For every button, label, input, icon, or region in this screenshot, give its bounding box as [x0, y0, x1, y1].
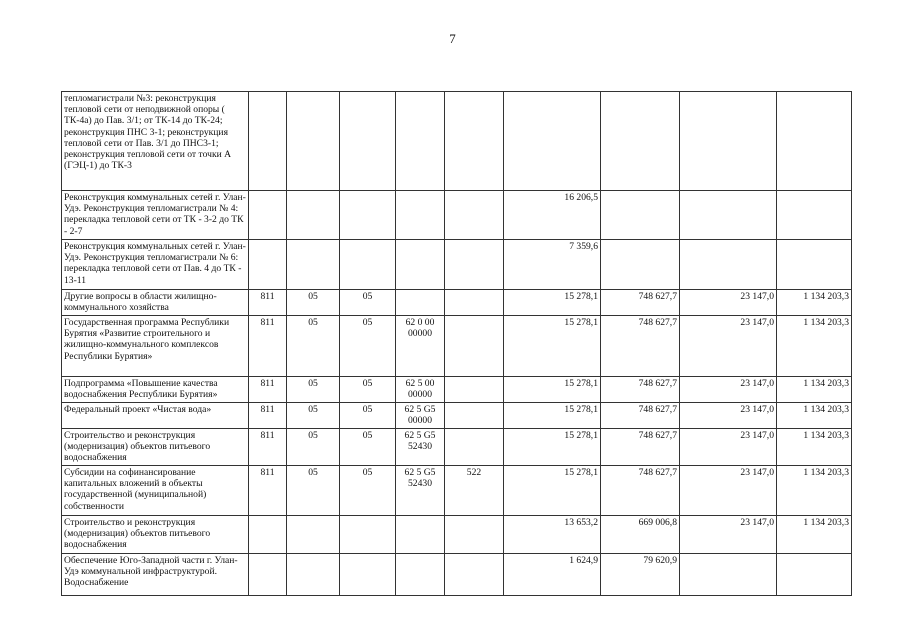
subsection-cell: 05 — [340, 290, 396, 316]
row-name-cell: Строительство и реконструкция (модернизация) объектов питьевого водоснабжения — [62, 516, 249, 554]
table-row — [62, 191, 852, 240]
section-cell — [287, 191, 340, 240]
target-article-direction: 52430 — [408, 478, 432, 490]
expense-type-cell — [445, 316, 504, 377]
table-row — [62, 429, 852, 466]
table-row — [62, 240, 852, 290]
section-cell — [287, 554, 340, 596]
grbs-cell: 811 — [249, 466, 287, 516]
target-article-cell — [396, 403, 445, 429]
amount-cell-1: 1 624,9 — [504, 554, 601, 596]
amount-cell-1 — [504, 92, 601, 191]
amount-cell-4: 1 134 203,3 — [777, 516, 852, 554]
row-name-cell: Государственная программа Республики Бурятия «Развитие строительного и жилищно-коммунального комплексов Республики Бурятия» — [62, 316, 249, 377]
grbs-cell: 811 — [249, 403, 287, 429]
amount-cell-3 — [680, 191, 777, 240]
target-article-direction: 00000 — [408, 328, 432, 340]
amount-cell-2: 79 620,9 — [601, 554, 680, 596]
section-cell: 05 — [287, 466, 340, 516]
target-article-cell — [396, 92, 445, 191]
grbs-cell: 811 — [249, 316, 287, 377]
target-article-cell — [396, 377, 445, 403]
grbs-cell — [249, 191, 287, 240]
subsection-cell — [340, 191, 396, 240]
amount-cell-3: 23 147,0 — [680, 377, 777, 403]
amount-cell-1: 15 278,1 — [504, 466, 601, 516]
amount-cell-2: 748 627,7 — [601, 316, 680, 377]
expense-type-cell — [445, 403, 504, 429]
target-article-cell — [396, 191, 445, 240]
grbs-cell: 811 — [249, 429, 287, 466]
amount-cell-4 — [777, 554, 852, 596]
subsection-cell — [340, 92, 396, 191]
target-article-direction: 00000 — [408, 415, 432, 427]
amount-cell-2 — [601, 191, 680, 240]
table-row — [62, 554, 852, 596]
subsection-cell — [340, 516, 396, 554]
subsection-cell: 05 — [340, 429, 396, 466]
amount-cell-2: 748 627,7 — [601, 429, 680, 466]
expense-type-cell — [445, 516, 504, 554]
row-name-cell: Другие вопросы в области жилищно-коммунального хозяйства — [62, 290, 249, 316]
section-cell: 05 — [287, 290, 340, 316]
amount-cell-2: 748 627,7 — [601, 290, 680, 316]
row-name-cell: Федеральный проект «Чистая вода» — [62, 403, 249, 429]
grbs-cell — [249, 240, 287, 290]
amount-cell-4: 1 134 203,3 — [777, 466, 852, 516]
amount-cell-3: 23 147,0 — [680, 466, 777, 516]
amount-cell-3: 23 147,0 — [680, 516, 777, 554]
amount-cell-4: 1 134 203,3 — [777, 377, 852, 403]
amount-cell-1: 15 278,1 — [504, 403, 601, 429]
section-cell: 05 — [287, 429, 340, 466]
amount-cell-4: 1 134 203,3 — [777, 403, 852, 429]
expense-type-cell — [445, 554, 504, 596]
row-name-cell: тепломагистрали №3: реконструкция тепловой сети от неподвижной опоры ( ТК-4а) до Пав. 3/1; от ТК-14 до ТК-24; реконструкция ПНС 3-1; реконструкция тепловой сети от Пав. 3/1 до ПНС3-1; реконструкция тепловой сети от точки А (ГЭЦ-1) до ТК-3 — [62, 92, 249, 191]
grbs-cell — [249, 92, 287, 191]
grbs-cell: 811 — [249, 290, 287, 316]
subsection-cell — [340, 554, 396, 596]
table-row — [62, 516, 852, 554]
budget-table — [61, 91, 852, 596]
amount-cell-2: 748 627,7 — [601, 403, 680, 429]
amount-cell-4 — [777, 191, 852, 240]
amount-cell-1: 15 278,1 — [504, 377, 601, 403]
amount-cell-1: 7 359,6 — [504, 240, 601, 290]
expense-type-cell — [445, 240, 504, 290]
amount-cell-4 — [777, 92, 852, 191]
section-cell — [287, 92, 340, 191]
amount-cell-3 — [680, 240, 777, 290]
table-row — [62, 377, 852, 403]
amount-cell-2: 748 627,7 — [601, 466, 680, 516]
row-name-cell: Строительство и реконструкция (модернизация) объектов питьевого водоснабжения — [62, 429, 249, 466]
amount-cell-2: 669 006,8 — [601, 516, 680, 554]
row-name-cell: Реконструкция коммунальных сетей г. Улан-Удэ. Реконструкция тепломагистрали № 6: перекладка тепловой сети от Пав. 4 до ТК - 13-11 — [62, 240, 249, 290]
target-article-direction: 52430 — [408, 441, 432, 453]
expense-type-cell — [445, 191, 504, 240]
amount-cell-2 — [601, 240, 680, 290]
target-article-cell — [396, 240, 445, 290]
target-article-direction: 00000 — [408, 389, 432, 401]
target-article-cell — [396, 290, 445, 316]
target-article-cell — [396, 516, 445, 554]
amount-cell-1: 13 653,2 — [504, 516, 601, 554]
grbs-cell — [249, 516, 287, 554]
page-number: 7 — [449, 31, 456, 46]
amount-cell-2: 748 627,7 — [601, 377, 680, 403]
subsection-cell — [340, 240, 396, 290]
amount-cell-1: 15 278,1 — [504, 316, 601, 377]
amount-cell-3 — [680, 92, 777, 191]
amount-cell-3: 23 147,0 — [680, 429, 777, 466]
amount-cell-3: 23 147,0 — [680, 290, 777, 316]
target-article-program: 62 5 G5 — [404, 430, 436, 441]
target-article-program: 62 5 00 — [405, 378, 435, 389]
amount-cell-3: 23 147,0 — [680, 316, 777, 377]
expense-type-cell: 522 — [445, 466, 504, 516]
subsection-cell: 05 — [340, 466, 396, 516]
target-article-program: 62 0 00 — [405, 317, 435, 328]
target-article-program: 62 5 G5 — [404, 404, 436, 415]
amount-cell-1: 16 206,5 — [504, 191, 601, 240]
target-article-program: 62 5 G5 — [404, 467, 436, 478]
section-cell: 05 — [287, 316, 340, 377]
row-name-cell: Субсидии на софинансирование капитальных вложений в объекты государственной (муниципальной) собственности — [62, 466, 249, 516]
amount-cell-3: 23 147,0 — [680, 403, 777, 429]
section-cell: 05 — [287, 377, 340, 403]
row-name-cell: Обеспечение Юго-Западной части г. Улан-Удэ коммунальной инфраструктурой. Водоснабжение — [62, 554, 249, 596]
expense-type-cell — [445, 429, 504, 466]
subsection-cell: 05 — [340, 377, 396, 403]
amount-cell-1: 15 278,1 — [504, 429, 601, 466]
table-row — [62, 403, 852, 429]
table-row — [62, 316, 852, 377]
amount-cell-4: 1 134 203,3 — [777, 290, 852, 316]
section-cell: 05 — [287, 403, 340, 429]
target-article-cell — [396, 316, 445, 377]
table-row — [62, 92, 852, 191]
subsection-cell: 05 — [340, 403, 396, 429]
target-article-cell — [396, 554, 445, 596]
row-name-cell: Реконструкция коммунальных сетей г. Улан-Удэ. Реконструкция тепломагистрали № 4: перекладка тепловой сети от ТК - 3-2 до ТК - 2-7 — [62, 191, 249, 240]
row-name-cell: Подпрограмма «Повышение качества водоснабжения Республики Бурятия» — [62, 377, 249, 403]
amount-cell-4: 1 134 203,3 — [777, 316, 852, 377]
table-row — [62, 290, 852, 316]
amount-cell-3 — [680, 554, 777, 596]
subsection-cell: 05 — [340, 316, 396, 377]
grbs-cell — [249, 554, 287, 596]
table-row — [62, 466, 852, 516]
section-cell — [287, 240, 340, 290]
expense-type-cell — [445, 92, 504, 191]
section-cell — [287, 516, 340, 554]
expense-type-cell — [445, 290, 504, 316]
amount-cell-2 — [601, 92, 680, 191]
amount-cell-4: 1 134 203,3 — [777, 429, 852, 466]
target-article-cell — [396, 429, 445, 466]
target-article-cell — [396, 466, 445, 516]
amount-cell-1: 15 278,1 — [504, 290, 601, 316]
grbs-cell: 811 — [249, 377, 287, 403]
amount-cell-4 — [777, 240, 852, 290]
expense-type-cell — [445, 377, 504, 403]
